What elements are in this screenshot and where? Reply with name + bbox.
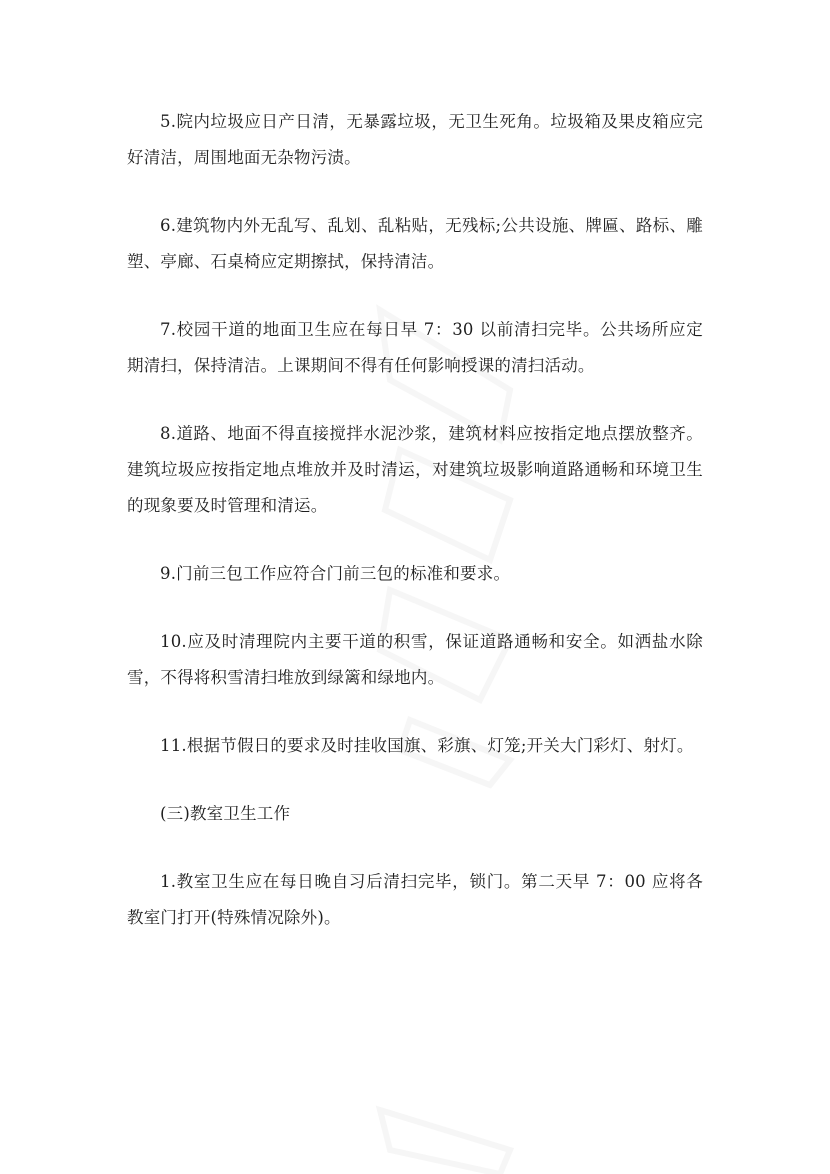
paragraph-item-5: 5.院内垃圾应日产日清，无暴露垃圾，无卫生死角。垃圾箱及果皮箱应完好清洁，周围地面无杂物污渍。 [127, 112, 703, 167]
document-body [127, 104, 703, 968]
paragraph-item-classroom-1: 1.教室卫生应在每日晚自习后清扫完毕，锁门。第二天早 7：00 应将各教室门打开(特殊情况除外)。 [127, 872, 703, 927]
paragraph-item-10: 10.应及时清理院内主要干道的积雪，保证道路通畅和安全。如洒盐水除雪，不得将积雪清扫堆放到绿篱和绿地内。 [127, 632, 703, 687]
paragraph-item-11: 11.根据节假日的要求及时挂收国旗、彩旗、灯笼;开关大门彩灯、射灯。 [160, 736, 694, 755]
section-heading-classroom: (三)教室卫生工作 [160, 804, 291, 823]
paragraph-item-9: 9.门前三包工作应符合门前三包的标准和要求。 [160, 564, 511, 583]
watermark-graphic-bottom [360, 1090, 530, 1174]
paragraph-item-6: 6.建筑物内外无乱写、乱划、乱粘贴，无残标;公共设施、牌匾、路标、雕塑、亭廊、石桌椅应定期擦拭，保持清洁。 [127, 216, 703, 271]
paragraph-item-8: 8.道路、地面不得直接搅拌水泥沙浆，建筑材料应按指定地点摆放整齐。建筑垃圾应按指定地点堆放并及时清运，对建筑垃圾影响道路通畅和环境卫生的现象要及时管理和清运。 [127, 424, 703, 515]
paragraph-item-7: 7.校园干道的地面卫生应在每日早 7：30 以前清扫完毕。公共场所应定期清扫，保持清洁。上课期间不得有任何影响授课的清扫活动。 [127, 320, 703, 375]
